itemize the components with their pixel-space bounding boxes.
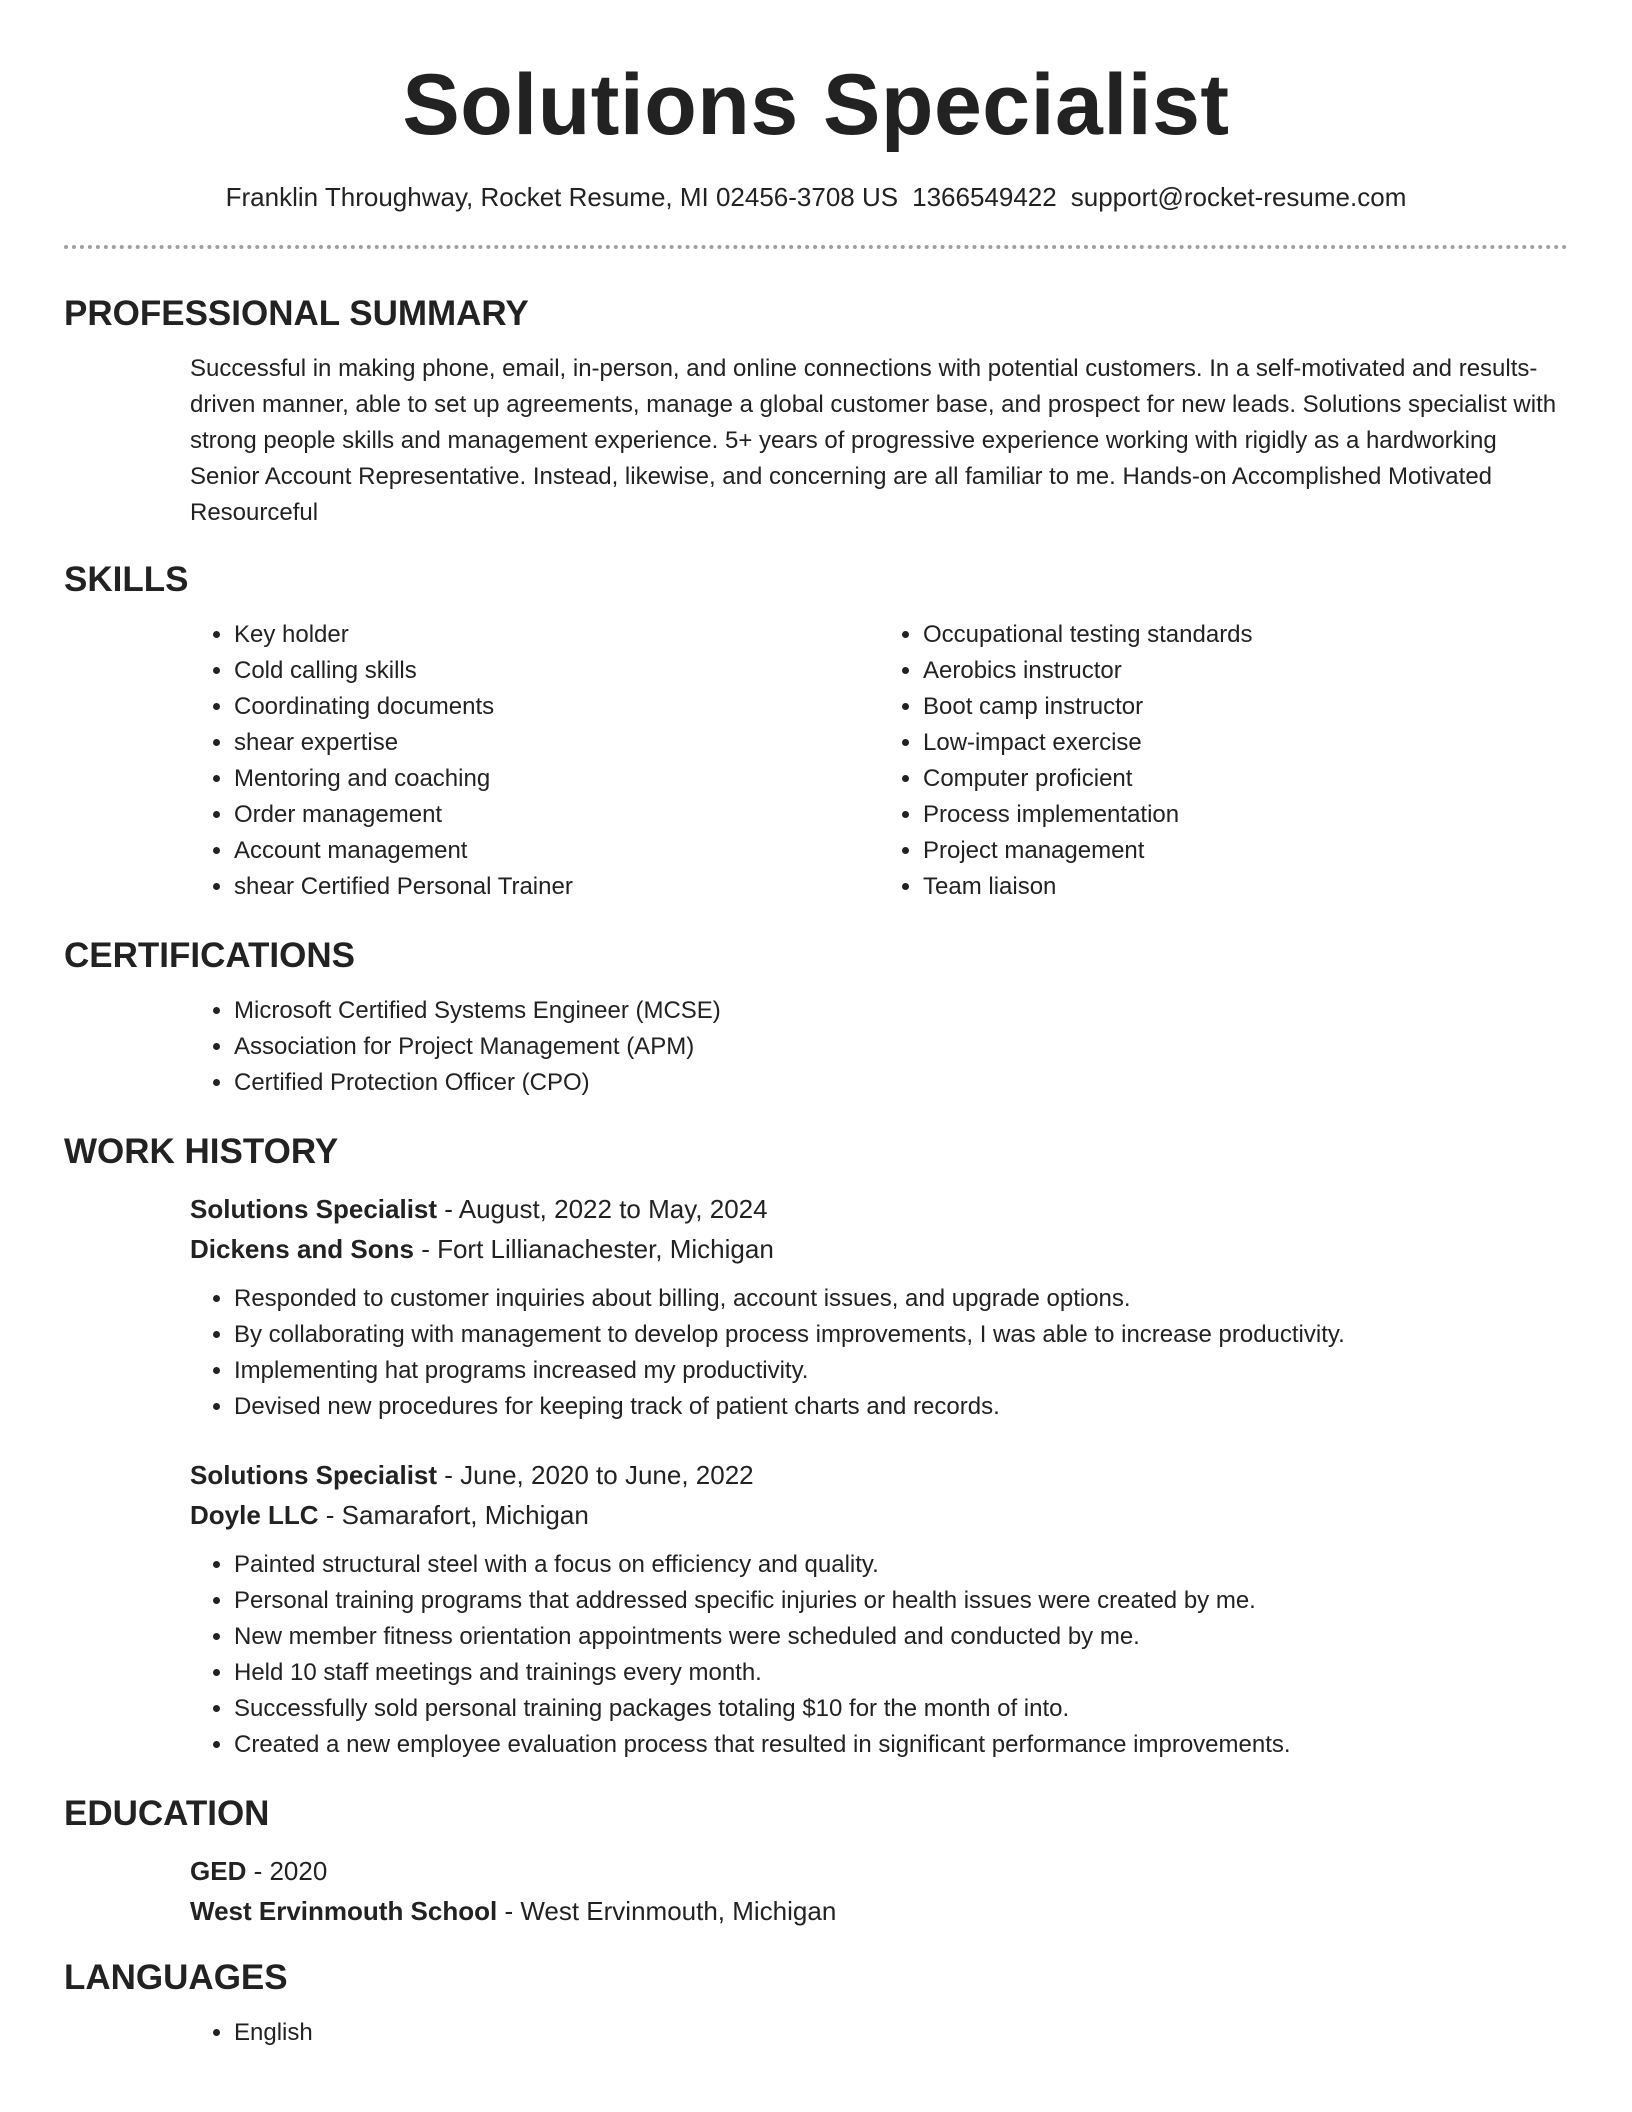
job-bullet: • Held 10 staff meetings and trainings every month. [234, 1655, 1568, 1691]
job-company: Doyle LLC [190, 1500, 319, 1530]
skills-heading: SKILLS [64, 560, 189, 599]
skills-section [64, 559, 1568, 905]
resume-name: Solutions Specialist [402, 57, 1230, 153]
job-title: Solutions Specialist [190, 1194, 438, 1224]
certifications-list [190, 993, 1568, 1101]
job-bullet: • Responded to customer inquiries about billing, account issues, and upgrade options. [234, 1281, 1568, 1317]
skill-item: • Account management [234, 833, 879, 869]
skill-item: • Occupational testing standards [923, 617, 1568, 653]
skill-item: • Coordinating documents [234, 689, 879, 725]
education-section [64, 1793, 1568, 1931]
summary-heading: PROFESSIONAL SUMMARY [64, 294, 529, 333]
job-company-line [190, 1229, 1568, 1269]
education-degree: GED [190, 1856, 247, 1886]
job-dates: - June, 2020 to June, 2022 [437, 1460, 754, 1490]
job-bullet: • Successfully sold personal training packages totaling $10 for the month of into. [234, 1691, 1568, 1727]
skills-list-right [879, 617, 1568, 905]
job-company-line [190, 1495, 1568, 1535]
language-item: • English [234, 2015, 1568, 2051]
skill-item: • Low-impact exercise [923, 725, 1568, 761]
certifications-section [64, 935, 1568, 1101]
work-history-section [64, 1131, 1568, 1763]
skill-item: • Team liaison [923, 869, 1568, 905]
job-bullet: • Personal training programs that addressed specific injuries or health issues were created by me. [234, 1583, 1568, 1619]
contact-line [64, 182, 1568, 213]
summary-body [190, 351, 1568, 531]
job-bullet: • Implementing hat programs increased my productivity. [234, 1353, 1568, 1389]
job-title-line [190, 1455, 1568, 1495]
skill-item: • shear expertise [234, 725, 879, 761]
skill-item: • Mentoring and coaching [234, 761, 879, 797]
contact-email: support@rocket-resume.com [1070, 182, 1407, 212]
summary-section [64, 293, 1568, 531]
languages-list [190, 2015, 1568, 2051]
skill-item: • Project management [923, 833, 1568, 869]
languages-body [190, 2015, 1568, 2051]
languages-section [64, 1957, 1568, 2051]
job-bullets [190, 1547, 1568, 1763]
skills-list-left [190, 617, 879, 905]
work-history-heading: WORK HISTORY [64, 1132, 339, 1171]
education-school: West Ervinmouth School [190, 1896, 498, 1926]
skill-item: • Aerobics instructor [923, 653, 1568, 689]
skill-item: • shear Certified Personal Trainer [234, 869, 879, 905]
summary-text: Successful in making phone, email, in-person, and online connections with potential customers. In a self-motivated and results-driven manner, able to set up agreements, manage a global customer base, and prospect for new leads. Solutions specialist with strong people skills and management experience. 5+ years of progressive experience working with rigidly as a hardworking Senior Account Representative. Instead, likewise, and concerning are all familiar to me. Hands-on Accomplished Motivated Resourceful [190, 355, 1557, 526]
certification-item: • Association for Project Management (APM) [234, 1029, 1568, 1065]
skill-item: • Order management [234, 797, 879, 833]
certifications-heading: CERTIFICATIONS [64, 936, 356, 975]
education-year: - 2020 [246, 1856, 328, 1886]
education-school-line [190, 1891, 1568, 1931]
skills-grid [190, 617, 1568, 905]
education-body [190, 1851, 1568, 1931]
languages-heading: LANGUAGES [64, 1958, 288, 1997]
education-heading: EDUCATION [64, 1794, 270, 1833]
job-title: Solutions Specialist [190, 1460, 438, 1490]
contact-phone: 1366549422 [912, 182, 1057, 212]
header-divider [64, 245, 1568, 249]
job-bullets [190, 1281, 1568, 1425]
certification-item: • Certified Protection Officer (CPO) [234, 1065, 1568, 1101]
job-entry [190, 1189, 1568, 1425]
job-bullet: • Devised new procedures for keeping track of patient charts and records. [234, 1389, 1568, 1425]
skill-item: • Cold calling skills [234, 653, 879, 689]
skill-item: • Boot camp instructor [923, 689, 1568, 725]
job-entry [190, 1455, 1568, 1763]
job-bullet: • Painted structural steel with a focus on efficiency and quality. [234, 1547, 1568, 1583]
skill-item: • Process implementation [923, 797, 1568, 833]
education-degree-line [190, 1851, 1568, 1891]
job-bullet: • Created a new employee evaluation process that resulted in significant performance improvements. [234, 1727, 1568, 1763]
job-location: - Fort Lillianachester, Michigan [413, 1234, 774, 1264]
job-location: - Samarafort, Michigan [318, 1500, 589, 1530]
contact-address: Franklin Throughway, Rocket Resume, MI 02456-3708 US [225, 182, 899, 212]
job-bullet: • By collaborating with management to develop process improvements, I was able to increase productivity. [234, 1317, 1568, 1353]
job-company: Dickens and Sons [190, 1234, 414, 1264]
job-bullet: • New member fitness orientation appointments were scheduled and conducted by me. [234, 1619, 1568, 1655]
certifications-body [190, 993, 1568, 1101]
job-title-line [190, 1189, 1568, 1229]
certification-item: • Microsoft Certified Systems Engineer (MCSE) [234, 993, 1568, 1029]
skill-item: • Computer proficient [923, 761, 1568, 797]
job-dates: - August, 2022 to May, 2024 [437, 1194, 768, 1224]
skill-item: • Key holder [234, 617, 879, 653]
work-history-body [190, 1189, 1568, 1763]
education-location: - West Ervinmouth, Michigan [497, 1896, 837, 1926]
